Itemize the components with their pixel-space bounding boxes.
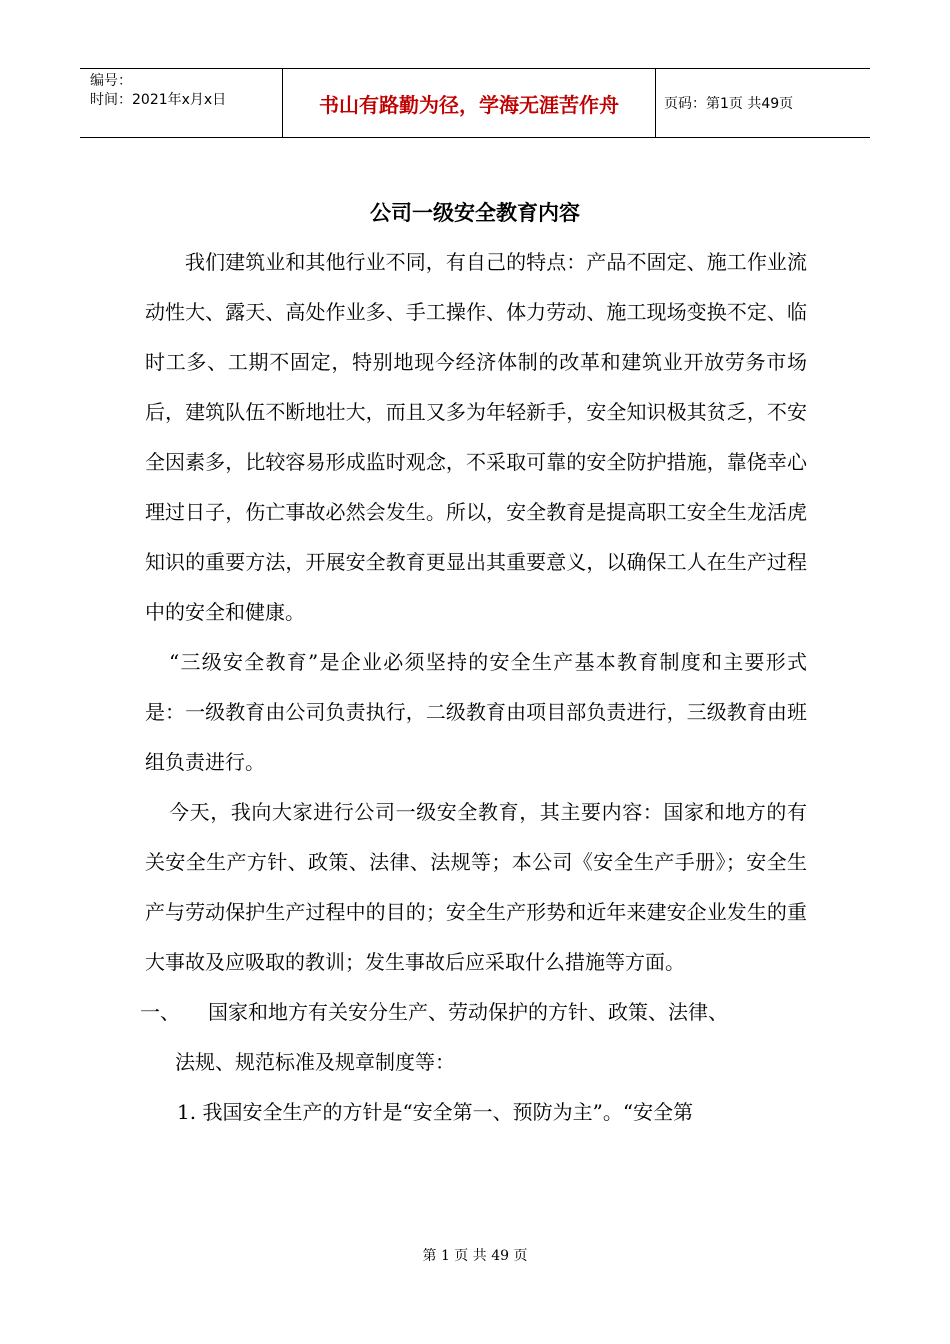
section-number: 一、 [140, 1000, 180, 1024]
section-heading-line1: 国家和地方有关安分生产、劳动保护的方针、政策、法律、 [208, 1000, 728, 1024]
document-title: 公司一级安全教育内容 [370, 200, 580, 225]
page-footer: 第 1 页 共 49 页 [422, 1248, 528, 1264]
paragraph: 我们建筑业和其他行业不同，有自己的特点：产品不固定、施工作业流动性大、露天、高处作业多、手工操作、体力劳动、施工现场变换不定、临时工多、工期不固定，特别地现今经济体制的改革和建筑业开放劳务市场后，建筑队伍不断地壮大，而且又多为年轻新手，安全知识极其贫乏，不安全因素多，比较容易形成监时观念，不采取可靠的安全防护措施，靠侥幸心理过日子，伤亡事故必然会发生。所以，安全教育是提高职工安全生龙活虎知识的重要方法，开展安全教育更显出其重要意义，以确保工人在生产过程中的安全和健康。 [145, 250, 807, 624]
page-header [80, 68, 870, 138]
document-date: 时间：2021年x月x日 [90, 92, 227, 108]
section-heading-line2: 法规、规范标准及规章制度等： [175, 1050, 455, 1074]
document-body [140, 237, 807, 1137]
header-page-info: 页码：第1页 共49页 [664, 96, 794, 112]
header-motto: 书山有路勤为径，学海无涯苦作舟 [282, 69, 656, 137]
paragraph: “三级安全教育”是企业必须坚持的安全生产基本教育制度和主要形式是：一级教育由公司负责执行，二级教育由项目部负责进行，三级教育由班组负责进行。 [145, 650, 807, 774]
header-meta [80, 69, 282, 137]
paragraph: 今天，我向大家进行公司一级安全教育，其主要内容：国家和地方的有关安全生产方针、政策、法律、法规等；本公司《安全生产手册》；安全生产与劳动保护生产过程中的目的；安全生产形势和近年来建安企业发生的重大事故及应吸取的教训；发生事故后应采取什么措施等方面。 [145, 800, 807, 974]
section-heading [140, 987, 807, 1037]
list-item: 1. 我国安全生产的方针是“安全第一、预防为主”。“安全第 [177, 1100, 694, 1124]
document-number-label: 编号： [90, 73, 132, 89]
